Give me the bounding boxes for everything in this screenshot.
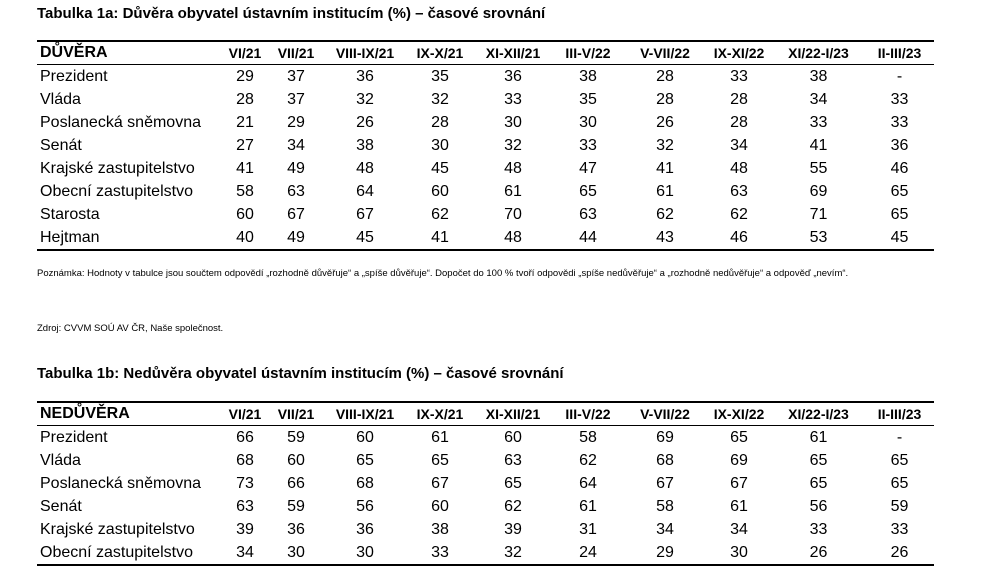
table-header-row [37,41,934,65]
table-cell: 28 [236,91,254,108]
table-cell: 61 [579,498,597,515]
row-label: Senát [40,137,82,154]
table-row [37,180,934,203]
table-cell: 21 [236,114,254,131]
table-cell: 41 [656,160,674,177]
table-cell: 64 [579,475,597,492]
row-label: Prezident [40,68,108,85]
table-cell: 34 [656,521,674,538]
table-cell: 67 [656,475,674,492]
row-label: Obecní zastupitelstvo [40,183,193,200]
table-cell: 39 [236,521,254,538]
table-cell: 29 [236,68,254,85]
table-cell: 68 [356,475,374,492]
table-cell: 62 [730,206,748,223]
table-cell: 29 [287,114,305,131]
table-cell: 34 [287,137,305,154]
table-cell: 55 [809,160,828,177]
column-header: IX-XI/22 [713,45,765,61]
table-cell: 62 [579,452,597,469]
table-cell: 36 [287,521,305,538]
table-cell: 27 [236,137,254,154]
table-cell: 63 [504,452,522,469]
table-cell: 34 [730,521,748,538]
table-cell: 46 [890,160,909,177]
table-row [37,472,934,495]
column-header: XI-XII/21 [485,45,541,61]
table-row [37,157,934,180]
table-row [37,226,934,250]
trust-table [37,40,934,251]
table-cell: 32 [504,137,522,154]
table-cell: 53 [809,229,828,246]
table-cell: 30 [356,544,374,561]
table-cell: 38 [356,137,374,154]
table-cell: 30 [431,137,449,154]
table-row [37,449,934,472]
column-header: III-V/22 [565,45,611,61]
table-cell: 32 [504,544,522,561]
table-cell: 29 [656,544,674,561]
table-cell: 73 [236,475,254,492]
table-cell: 63 [236,498,254,515]
row-label: Prezident [40,429,108,446]
table-row [37,88,934,111]
table-cell: 40 [236,229,254,246]
table-cell: 56 [809,498,828,515]
column-header: XI/22-I/23 [788,45,849,61]
table-cell: 60 [356,429,374,446]
column-header: IX-X/21 [416,45,464,61]
column-header: IX-X/21 [416,406,464,422]
table-cell: 33 [730,68,748,85]
table-cell: 63 [579,206,597,223]
table-cell: 33 [809,521,828,538]
table-cell: 66 [287,475,305,492]
table-cell: 61 [504,183,522,200]
table-cell: 33 [431,544,449,561]
table-cell: 33 [890,91,909,108]
table-row [37,518,934,541]
column-header: VIII-IX/21 [335,45,395,61]
table-cell: 28 [730,91,748,108]
table-header-label: DŮVĚRA [40,44,108,61]
table-cell: 67 [356,206,374,223]
table-cell: 30 [579,114,597,131]
table-cell: 28 [656,68,674,85]
column-header: XI-XII/21 [485,406,541,422]
table-row [37,541,934,565]
table-cell: 45 [356,229,374,246]
column-header: VI/21 [228,406,262,422]
table-note: Poznámka: Hodnoty v tabulce jsou součtem odpovědí „rozhodně důvěřuje“ a „spíše důvěřuje“. Dopočet do 100 % tvoří odpovědi „spíše nedůvěřuje“ a „rozhodně nedůvěřuje“ a odpověď „nevím“. [37,268,849,279]
table-cell: 48 [730,160,748,177]
table-cell: 41 [236,160,254,177]
column-header: V-VII/22 [640,45,690,61]
table-cell: 65 [431,452,449,469]
table-cell: 47 [579,160,597,177]
column-header: XI/22-I/23 [788,406,849,422]
table-cell: 43 [656,229,674,246]
row-label: Poslanecká sněmovna [40,114,201,131]
table-cell: 31 [579,521,597,538]
table-cell: 26 [356,114,374,131]
table-cell: 65 [890,183,909,200]
table-cell: 28 [656,91,674,108]
table-cell: 65 [890,475,909,492]
table-cell: 67 [730,475,748,492]
table-cell: 58 [236,183,254,200]
table-cell: 59 [287,498,305,515]
table-cell: 68 [236,452,254,469]
table-cell: 59 [287,429,305,446]
table-cell: 66 [236,429,254,446]
row-label: Senát [40,498,82,515]
table-cell: 65 [890,206,909,223]
table-cell: 62 [431,206,449,223]
table-cell: 65 [579,183,597,200]
table-row [37,111,934,134]
table-row [37,495,934,518]
row-label: Hejtman [40,229,100,246]
column-header: VII/21 [277,406,315,422]
table-cell: 24 [579,544,597,561]
table-cell: 44 [579,229,597,246]
table-cell: 46 [730,229,748,246]
table-cell: 48 [504,160,522,177]
table-cell: 60 [287,452,305,469]
table-row [37,426,934,450]
table-cell: 67 [431,475,449,492]
table-cell: 30 [504,114,522,131]
table-cell: 41 [809,137,828,154]
table-cell: 45 [431,160,449,177]
table-cell: 65 [809,475,828,492]
table-cell: 26 [890,544,909,561]
table-cell: 30 [287,544,305,561]
table-cell: 67 [287,206,305,223]
table-cell: 65 [809,452,828,469]
table-cell: - [896,68,903,85]
table-cell: 32 [656,137,674,154]
table-cell: 69 [730,452,748,469]
table-cell: 64 [356,183,374,200]
table-cell: - [896,429,903,446]
table-cell: 49 [287,229,305,246]
row-label: Vláda [40,91,81,108]
table-cell: 71 [809,206,828,223]
table-cell: 58 [656,498,674,515]
column-header: II-III/23 [877,45,922,61]
table-cell: 34 [809,91,828,108]
table-cell: 33 [890,521,909,538]
table-cell: 65 [356,452,374,469]
table-cell: 35 [579,91,597,108]
row-label: Krajské zastupitelstvo [40,521,195,538]
table-cell: 61 [656,183,674,200]
table-cell: 45 [890,229,909,246]
table-cell: 32 [431,91,449,108]
row-label: Starosta [40,206,100,223]
row-label: Vláda [40,452,81,469]
distrust-table [37,401,934,566]
table-cell: 56 [356,498,374,515]
table-cell: 34 [730,137,748,154]
table-cell: 63 [730,183,748,200]
table-cell: 36 [890,137,909,154]
row-label: Krajské zastupitelstvo [40,160,195,177]
table-header-row [37,402,934,426]
table-b-caption: Tabulka 1b: Nedůvěra obyvatel ústavním institucím (%) – časové srovnání [37,365,564,382]
table-cell: 32 [356,91,374,108]
table-cell: 38 [431,521,449,538]
table-cell: 36 [356,521,374,538]
table-cell: 38 [809,68,828,85]
table-cell: 34 [236,544,254,561]
table-cell: 36 [356,68,374,85]
table-cell: 28 [730,114,748,131]
table-cell: 69 [809,183,828,200]
table-cell: 65 [504,475,522,492]
table-row [37,134,934,157]
table-cell: 65 [890,452,909,469]
table-cell: 36 [504,68,522,85]
table-cell: 60 [431,183,449,200]
column-header: V-VII/22 [640,406,690,422]
column-header: VIII-IX/21 [335,406,395,422]
table-cell: 61 [431,429,449,446]
table-row [37,203,934,226]
table-cell: 28 [431,114,449,131]
table-cell: 37 [287,91,305,108]
table-cell: 61 [730,498,748,515]
table-cell: 70 [504,206,522,223]
table-cell: 26 [656,114,674,131]
column-header: VII/21 [277,45,315,61]
table-cell: 63 [287,183,305,200]
column-header: II-III/23 [877,406,922,422]
table-cell: 33 [809,114,828,131]
table-cell: 38 [579,68,597,85]
table-row [37,65,934,89]
table-cell: 60 [504,429,522,446]
table-cell: 33 [579,137,597,154]
table-cell: 39 [504,521,522,538]
column-header: IX-XI/22 [713,406,765,422]
table-cell: 49 [287,160,305,177]
table-cell: 60 [236,206,254,223]
table-cell: 62 [656,206,674,223]
column-header: VI/21 [228,45,262,61]
table-cell: 69 [656,429,674,446]
table-cell: 61 [809,429,828,446]
table-cell: 48 [356,160,374,177]
table-cell: 59 [890,498,909,515]
table-cell: 60 [431,498,449,515]
table-cell: 33 [504,91,522,108]
table-cell: 62 [504,498,522,515]
source-note: Zdroj: CVVM SOÚ AV ČR, Naše společnost. [37,323,224,334]
table-cell: 37 [287,68,305,85]
table-cell: 41 [431,229,449,246]
table-cell: 65 [730,429,748,446]
row-label: Obecní zastupitelstvo [40,544,193,561]
table-cell: 68 [656,452,674,469]
row-label: Poslanecká sněmovna [40,475,201,492]
column-header: III-V/22 [565,406,611,422]
table-cell: 58 [579,429,597,446]
table-cell: 33 [890,114,909,131]
table-cell: 30 [730,544,748,561]
table-cell: 35 [431,68,449,85]
table-header-label: NEDŮVĚRA [40,405,130,422]
table-cell: 26 [809,544,828,561]
table-cell: 48 [504,229,522,246]
table-a-caption: Tabulka 1a: Důvěra obyvatel ústavním institucím (%) – časové srovnání [37,5,546,22]
